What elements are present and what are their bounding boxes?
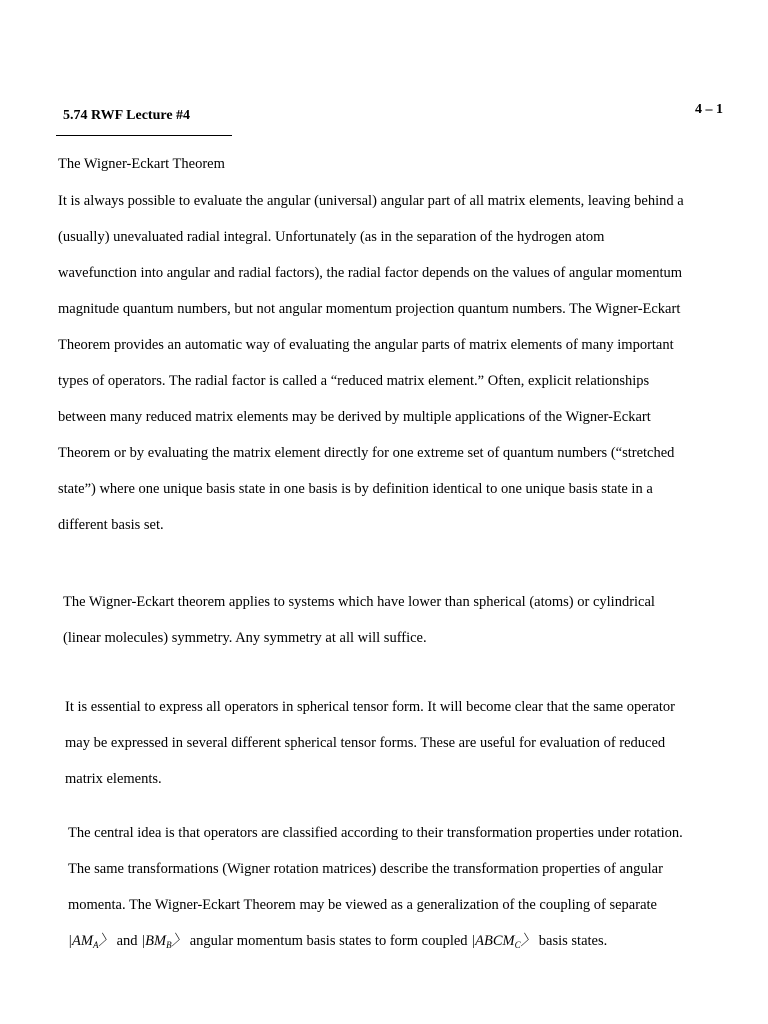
text-line: (usually) unevaluated radial integral. Unfortunately (as in the separation of the hydrogen atom bbox=[58, 229, 605, 245]
lecture-title: 5.74 RWF Lecture #4 bbox=[63, 108, 191, 123]
text-line: (linear molecules) symmetry. Any symmetry at all will suffice. bbox=[63, 630, 427, 646]
ket-subscript: C bbox=[514, 940, 521, 950]
text-line: The same transformations (Wigner rotation matrices) describe the transformation properties of angular bbox=[68, 861, 663, 877]
text-line: may be expressed in several different spherical tensor forms. These are useful for evaluation of reduced bbox=[65, 735, 666, 751]
text-line-kets bbox=[68, 923, 683, 959]
text-segment: and bbox=[112, 933, 142, 949]
ket-bar: | bbox=[68, 933, 72, 949]
ket-symbol: AM bbox=[72, 933, 93, 949]
paragraph-tensor-form bbox=[65, 689, 675, 797]
text-line: momenta. The Wigner-Eckart Theorem may be viewed as a generalization of the coupling of separate bbox=[68, 897, 657, 913]
text-line: types of operators. The radial factor is called a “reduced matrix element.” Often, explicit relationships bbox=[58, 373, 650, 389]
ket-subscript: A bbox=[92, 940, 99, 950]
ket-bracket: 〉 bbox=[520, 933, 536, 949]
text-segment: basis states. bbox=[535, 933, 608, 949]
paragraph-central-idea bbox=[68, 815, 683, 959]
text-line: It is essential to express all operators in spherical tensor form. It will become clear that the same operator bbox=[65, 699, 675, 715]
ket-symbol: BM bbox=[145, 933, 167, 949]
text-line: between many reduced matrix elements may be derived by multiple applications of the Wigner-Eckart bbox=[58, 409, 651, 425]
ket-bm-b bbox=[141, 933, 186, 949]
text-segment: angular momentum basis states to form coupled bbox=[186, 933, 472, 949]
page-number: 4 – 1 bbox=[695, 102, 723, 117]
text-line: state”) where one unique basis state in one basis is by definition identical to one unique basis state in a bbox=[58, 481, 653, 497]
text-line: different basis set. bbox=[58, 517, 164, 533]
text-line: It is always possible to evaluate the angular (universal) angular part of all matrix elements, leaving behind a bbox=[58, 193, 684, 209]
ket-am-a bbox=[68, 933, 113, 949]
ket-symbol: ABCM bbox=[475, 933, 515, 949]
paragraph-symmetry bbox=[63, 584, 655, 656]
text-line: wavefunction into angular and radial factors), the radial factor depends on the values of angular momentum bbox=[58, 265, 683, 281]
ket-bar: | bbox=[471, 933, 476, 949]
ket-bracket: 〉 bbox=[171, 933, 187, 949]
ket-bar: | bbox=[141, 933, 146, 949]
text-line: magnitude quantum numbers, but not angular momentum projection quantum numbers. The Wigner-Eckart bbox=[58, 301, 681, 317]
section-heading: The Wigner-Eckart Theorem bbox=[58, 156, 225, 172]
text-line: The central idea is that operators are classified according to their transformation properties under rotation. bbox=[68, 825, 683, 841]
ket-bracket: 〉 bbox=[98, 933, 113, 949]
paragraph-intro bbox=[58, 183, 684, 543]
ket-subscript: B bbox=[166, 940, 172, 950]
ket-abcm-c bbox=[471, 933, 535, 949]
text-line: The Wigner-Eckart theorem applies to systems which have lower than spherical (atoms) or cylindrical bbox=[63, 594, 655, 610]
title-underline bbox=[56, 135, 232, 136]
text-line: Theorem provides an automatic way of evaluating the angular parts of matrix elements of many important bbox=[58, 337, 674, 353]
text-line: Theorem or by evaluating the matrix element directly for one extreme set of quantum numbers (“stretched bbox=[58, 445, 675, 461]
text-line: matrix elements. bbox=[65, 771, 162, 787]
